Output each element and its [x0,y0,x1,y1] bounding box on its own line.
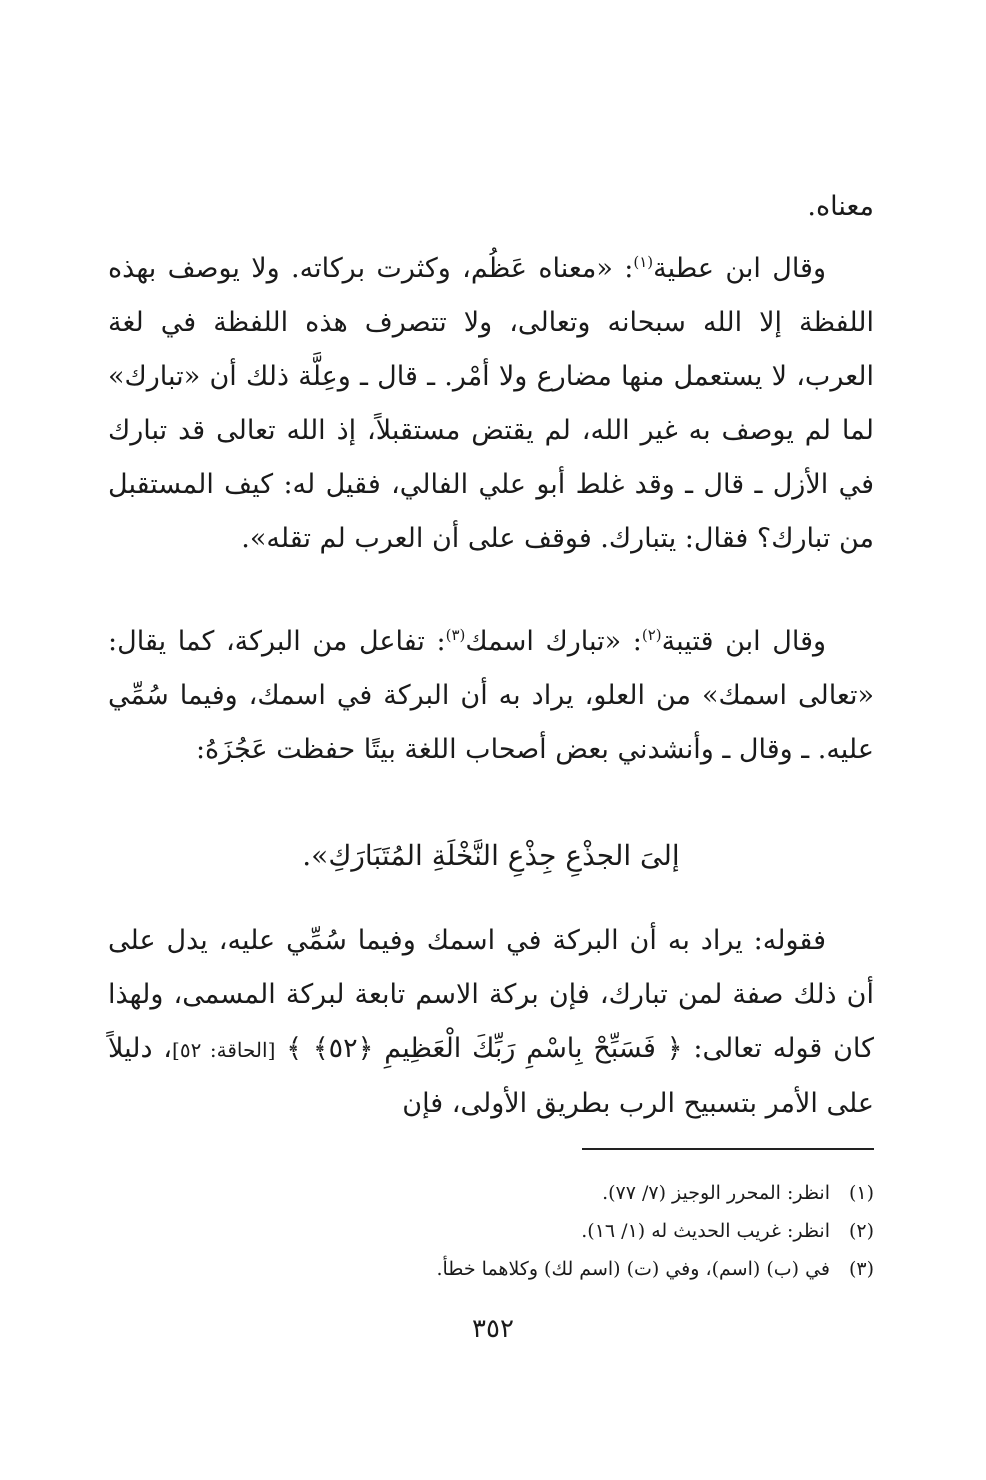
paragraph-ibn-qutayba [108,615,874,777]
footnote-ref-1[interactable]: (١) [633,253,654,271]
paragraph-text: وقال ابن قتيبة [661,626,827,657]
footnote-number: (٣) [848,1258,874,1280]
poetry-verse: إلىَ الجذْعِ جِذْعِ النَّخْلَةِ المُتَبَارَكِ». [302,839,680,872]
footnote-divider [582,1148,874,1150]
paragraph-text: : تفاعل من البركة، كما يقال: «تعالى اسمك» من العلو، يراد به أن البركة في اسمك، وفيما سُمِّي عليه. ـ وقال ـ وأنشدني بعض أصحاب اللغة بيتًا حفظت عَجُزَهُ: [108,626,874,765]
footnote-number: (٢) [848,1220,874,1242]
footnote-1 [300,1174,874,1212]
footnote-3 [300,1250,874,1288]
paragraph-text: : «تبارك اسمك [465,626,642,657]
paragraph-text: : «معناه عَظُم، وكثرت بركاته. ولا يوصف بهذه اللفظة إلا الله سبحانه وتعالى، ولا تتصرف هذه اللفظة في لغة العرب، لا يستعمل منها مضارع ولا أمْر. ـ قال ـ وعِلَّة ذلك أن «تبارك» لما لم يوصف به غير الله، لم يقتض مستقبلاً، إذ الله تعالى قد تبارك في الأزل ـ قال ـ وقد غلط أبو علي الفالي، فقيل له: كيف المستقبل من تبارك؟ فقال: يتبارك. فوقف على أن العرب لم تقله». [108,253,874,554]
paragraph-ibn-atiyya [108,242,874,566]
footnote-number: (١) [848,1182,874,1204]
paragraph-text: وقال ابن عطية [653,253,827,284]
paragraph-text: فقوله: يراد به أن البركة في اسمك وفيما سُمِّي عليه، يدل على أن ذلك صفة لمن تبارك، فإن بركة الاسم تابعة لبركة المسمى، ولهذا كان قوله تعالى: ﴿ فَسَبِّحْ بِاسْمِ رَبِّكَ الْعَظِيمِ ﴿٥٢﴾ ﴾ [108,925,875,1064]
paragraph-text: معناه. [807,191,874,222]
footnote-text: انظر: المحرر الوجيز (٧/ ٧٧). [602,1182,830,1204]
page-number: ٣٥٢ [472,1314,514,1344]
footnote-text: انظر: غريب الحديث له (١/ ١٦). [581,1220,830,1242]
paragraph-continuation [108,180,874,234]
footnote-2 [300,1212,874,1250]
footnote-text: في (ب) (اسم)، وفي (ت) (اسم لك) وكلاهما خطأ. [436,1258,830,1280]
paragraph-text: ، دليلاً على الأمر بتسبيح الرب بطريق الأولى، فإن [108,1033,874,1119]
quran-citation: [الحاقة: ٥٢] [172,1038,276,1062]
paragraph-commentary [108,914,874,1131]
footnote-ref-2[interactable]: (٢) [641,626,662,644]
footnote-ref-3[interactable]: (٣) [445,626,466,644]
